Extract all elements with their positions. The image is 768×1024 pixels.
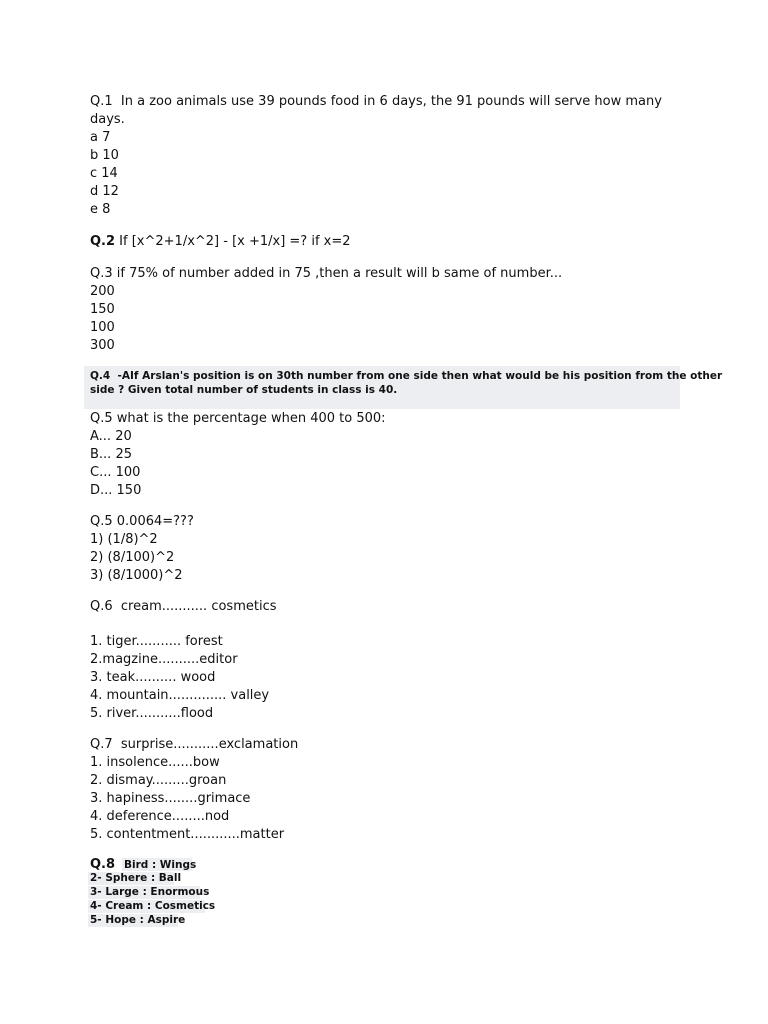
q8-option: 4- Cream : Cosmetics (90, 900, 216, 912)
q2-text (90, 233, 351, 250)
q4-text-line1: Q.4 -AIf Arslan's position is on 30th number from one side then what would be his position from the other (90, 370, 723, 382)
q1-option: c 14 (90, 166, 118, 181)
q5b-option: 1) (1/8)^2 (90, 532, 158, 547)
q5b-option: 2) (8/100)^2 (90, 550, 175, 565)
q1-option: b 10 (90, 148, 119, 163)
q8-label: Q.8 (90, 857, 116, 872)
q8-option: 5- Hope : Aspire (90, 914, 186, 926)
q1-option: a 7 (90, 130, 111, 145)
q1-option: e 8 (90, 202, 111, 217)
q3-option: 100 (90, 320, 115, 335)
q8-option: 3- Large : Enormous (90, 886, 210, 898)
q7-text: Q.7 surprise...........exclamation (90, 737, 299, 752)
q6-option: 1. tiger........... forest (90, 634, 223, 649)
q1-option: d 12 (90, 184, 119, 199)
q1-text-line1: Q.1 In a zoo animals use 39 pounds food in 6 days, the 91 pounds will serve how many (90, 94, 662, 109)
q8-option: 2- Sphere : Ball (90, 872, 182, 884)
q3-option: 150 (90, 302, 115, 317)
q5a-option: C... 100 (90, 465, 141, 480)
q5a-option: A... 20 (90, 429, 132, 444)
q6-option: 5. river...........flood (90, 706, 214, 721)
q6-option: 4. mountain.............. valley (90, 688, 270, 703)
q5a-option: D... 150 (90, 483, 142, 498)
q7-option: 5. contentment............matter (90, 827, 285, 842)
q5b-text: Q.5 0.0064=??? (90, 514, 194, 529)
q2-label: Q.2 (90, 234, 116, 249)
q2-question: If [x^2+1/x^2] - [x +1/x] =? if x=2 (115, 234, 351, 249)
q7-option: 4. deference........nod (90, 809, 230, 824)
q6-option: 2.magzine..........editor (90, 652, 238, 667)
q7-option: 3. hapiness........grimace (90, 791, 251, 806)
q5a-text: Q.5 what is the percentage when 400 to 500: (90, 411, 386, 426)
q6-option: 3. teak.......... wood (90, 670, 216, 685)
q3-option: 200 (90, 284, 115, 299)
q3-option: 300 (90, 338, 115, 353)
q3-text: Q.3 if 75% of number added in 75 ,then a result will b same of number... (90, 266, 563, 281)
q7-option: 1. insolence......bow (90, 755, 220, 770)
q7-option: 2. dismay.........groan (90, 773, 227, 788)
q5a-option: B... 25 (90, 447, 132, 462)
q4-text-line2: side ? Given total number of students in class is 40. (90, 384, 398, 396)
q1-text-line2: days. (90, 112, 125, 127)
q6-text: Q.6 cream........... cosmetics (90, 599, 277, 614)
q8-first: Bird : Wings (124, 859, 197, 871)
q5b-option: 3) (8/1000)^2 (90, 568, 183, 583)
